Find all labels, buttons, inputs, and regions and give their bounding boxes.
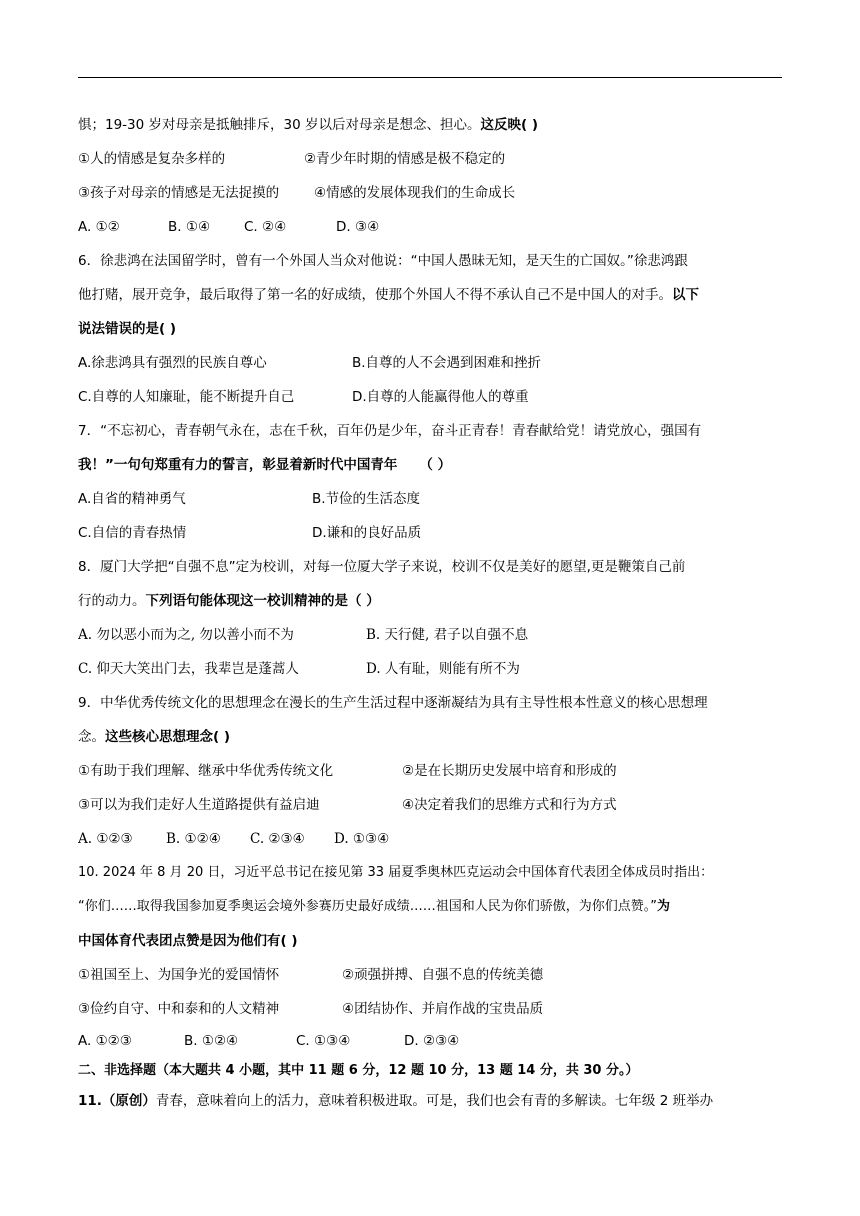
q7-options-row-1 [78,482,782,516]
q5-option-2: ②青少年时期的情感是极不稳定的 [304,151,506,167]
q5-options-row-2 [78,176,782,210]
q8-option-b: B. 天行健, 君子以自强不息 [366,627,529,643]
q10-option-2: ②顽强拼搏、自强不息的传统美德 [342,967,544,983]
q9-choice-b: B. ①②④ [166,831,221,847]
q8-option-c: C. 仰天大笑出门去，我辈岂是蓬蒿人 [78,661,299,677]
q7-stem-line-1: 7．“不忘初心，青春朝气永在，志在千秋，百年仍是少年，奋斗正青春！青春献给党！请党放心，强国有 [78,423,702,439]
q9-choice-a: A. ①②③ [78,831,133,847]
q7-option-d: D.谦和的良好品质 [312,525,422,541]
q6-options-row-1 [78,346,782,380]
q9-choice-c: C. ②③④ [250,831,305,847]
q10-stem-line-1: 10. 2024 年 8 月 20 日，习近平总书记在接见第 33 届夏季奥林匹克运动会中国体育代表团全体成员时指出： [78,865,714,880]
q10-choice-a: A. ①②③ [78,1033,132,1049]
q6-option-d: D.自尊的人能赢得他人的尊重 [352,389,529,405]
q6-option-a: A.徐悲鸿具有强烈的民族自尊心 [78,355,267,371]
q9-option-1: ①有助于我们理解、继承中华优秀传统文化 [78,763,334,779]
q7-option-c: C.自信的青春热情 [78,525,187,541]
q9-option-2: ②是在长期历史发展中培育和形成的 [402,763,617,779]
q7-options-row-2 [78,516,782,550]
q6-options-row-2 [78,380,782,414]
q6-stem-line-1: 6．徐悲鸿在法国留学时，曾有一个外国人当众对他说：“中国人愚昧无知，是天生的亡国奴。”徐悲鸿跟 [78,253,688,269]
q8-option-d: D. 人有耻，则能有所不为 [366,661,520,677]
q9-options-row-2 [78,788,782,822]
q7-option-b: B.节俭的生活态度 [312,491,421,507]
q8-option-a: A. 勿以恶小而为之, 勿以善小而不为 [78,627,294,643]
q5-choice-c: C. ②④ [244,219,287,235]
exam-page [78,108,782,1116]
q10-choice-d: D. ②③④ [404,1033,460,1049]
q8-stem-line-1: 8．厦门大学把“自强不息”定为校训，对每一位厦大学子来说，校训不仅是美好的愿望,更是鞭策自己前 [78,559,686,575]
q5-option-1: ①人的情感是复杂多样的 [78,151,226,167]
q5-option-4: ④情感的发展体现我们的生命成长 [314,185,516,201]
q11-stem-line-1: 11.（原创）青春，意味着向上的活力，意味着积极进取。可是，我们也会有青的多解读。七年级 2 班举办 [78,1093,714,1109]
section-2-heading: 二、非选择题（本大题共 4 小题，其中 11 题 6 分，12 题 10 分，13 题 14 分，共 30 分。） [78,1063,639,1078]
q9-option-4: ④决定着我们的思维方式和行为方式 [402,797,617,813]
q10-option-4: ④团结协作、并肩作战的宝贵品质 [342,1001,544,1017]
q8-options-row-2 [78,652,782,686]
q10-stem-line-3: 中国体育代表团点赞是因为他们有( ) [78,933,298,949]
q6-stem-line-3: 说法错误的是( ) [78,321,177,337]
q5-choice-d: D. ③④ [336,219,380,235]
q10-option-3: ③俭约自守、中和泰和的人文精神 [78,1001,280,1017]
q6-stem-line-2: 他打赌，展开竞争，最后取得了第一名的好成绩，使那个外国人不得不承认自己不是中国人的对手。以下 [78,287,699,303]
header-rule [78,77,782,78]
q5-choice-a: A. ①② [78,219,120,235]
q5-choice-b: B. ①④ [168,219,211,235]
q5-option-3: ③孩子对母亲的情感是无法捉摸的 [78,185,280,201]
q7-option-a: A.自省的精神勇气 [78,491,186,507]
q7-stem-line-2: 我！”一句句郑重有力的誓言，彰显着新时代中国青年 （ ） [78,457,452,473]
q8-stem-line-2: 行的动力。下列语句能体现这一校训精神的是（ ） [78,593,380,609]
q5-options-row-1 [78,142,782,176]
q10-choice-b: B. ①②④ [184,1033,239,1049]
q5-choices [78,210,782,244]
q5-stem: 惧；19-30 岁对母亲是抵触排斥，30 岁以后对母亲是想念、担心。这反映( ) [78,117,539,133]
q10-options-row-2 [78,992,782,1026]
q10-options-row-1 [78,958,782,992]
q9-stem-line-2: 念。这些核心思想理念( ) [78,729,231,745]
q10-option-1: ①祖国至上、为国争光的爱国情怀 [78,967,280,983]
q10-choice-c: C. ①③④ [296,1033,351,1049]
q8-options-row-1 [78,618,782,652]
q6-option-b: B.自尊的人不会遇到困难和挫折 [352,355,542,371]
q10-choices [78,1026,782,1056]
q9-option-3: ③可以为我们走好人生道路提供有益启迪 [78,797,320,813]
q10-stem-line-2: “你们……取得我国参加夏季奥运会境外参赛历史最好成绩……祖国和人民为你们骄傲，为你们点赞。”为 [78,899,670,914]
q6-option-c: C.自尊的人知廉耻，能不断提升自己 [78,389,295,405]
q9-choice-d: D. ①③④ [334,831,390,847]
q9-stem-line-1: 9．中华优秀传统文化的思想理念在漫长的生产生活过程中逐渐凝结为具有主导性根本性意义的核心思想理 [78,695,708,711]
q9-choices [78,822,782,856]
q9-options-row-1 [78,754,782,788]
